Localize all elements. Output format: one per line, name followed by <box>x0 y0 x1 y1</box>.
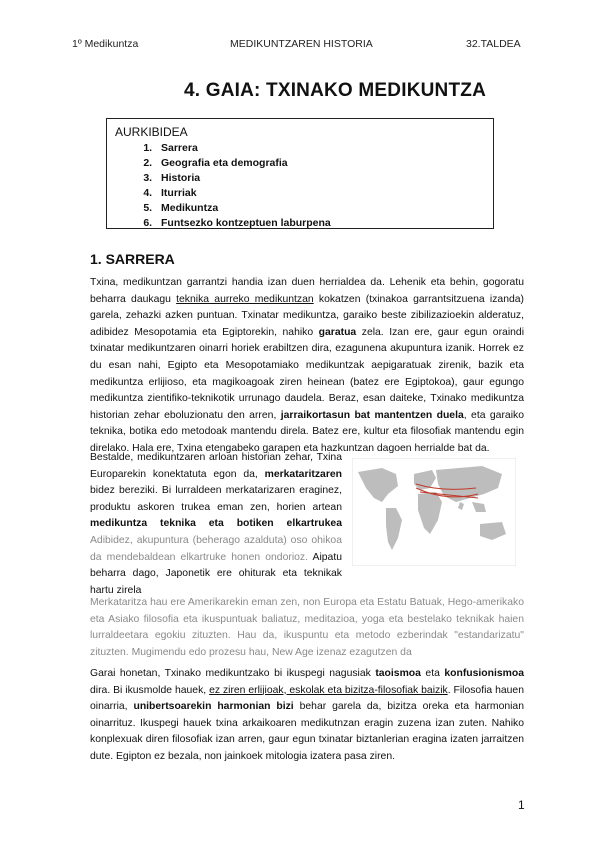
text: bidez bereziki. Bi lurraldeen merkatarizaren eraginez, produktu askoren trukea eman zen, horien artean <box>90 485 342 513</box>
text: Garai honetan, Txinako medikuntzako bi ikuspegi nagusiak <box>90 668 376 679</box>
toc-item: 3. Historia <box>155 171 485 186</box>
bold-text: konfusionismoa <box>444 668 525 679</box>
paragraph-trade <box>90 450 342 599</box>
section-heading: 1. SARRERA <box>90 251 175 267</box>
toc-list <box>115 141 485 231</box>
world-trade-route-map <box>352 458 516 566</box>
gray-text: Merkataritza hau ere Amerikarekin eman zen, non Europa eta Estatu Batuak, Hego-amerikako eta Asiako filosofia eta ikuspuntuak baliatuz, meditazioa, yoga eta bestelako teknikak haien lurraldeetara egokiu zituzten. Hau da, ikuspuntu eta metodo ezberindak "estandarizatu" zituzten. Mugimendu edo prozesu hau, New Age izenaz ezagutzen da <box>90 597 524 658</box>
underlined-text: ez ziren erlijioak, eskolak eta bizitza-filosofiak baizik <box>209 684 448 696</box>
bold-text: medikuntza teknika eta botiken elkartrukea <box>90 518 342 530</box>
underlined-text: teknika aurreko medikuntzan <box>176 293 314 305</box>
bold-text: merkataritzaren <box>264 468 342 480</box>
toc-item: 4. Iturriak <box>155 186 485 201</box>
page-title: 4. GAIA: TXINAKO MEDIKUNTZA <box>183 80 486 101</box>
page-number: 1 <box>518 798 525 812</box>
text: Aipatu beharra dago, Japonetik ere ohiturak eta teknikak hartu zirela <box>90 551 342 596</box>
bold-text: garatua <box>318 326 357 338</box>
toc-item: 2. Geografia eta demografia <box>155 156 485 171</box>
bold-text: jarraikortasun bat mantentzen duela <box>280 409 464 421</box>
text: kokatzen (txinakoa garrantsitzuena izanda) garela, zehazki azken puntuan. Txinatar medikuntza, garaiko beste zibilizazioekin alderatuz, adibidez Mesopotamia eta Egiptorekin, nahiko <box>90 293 524 338</box>
text: , eta garaiko teknika, botika edo metodoak mantendu direla. Batez ere, kultur eta filosofiak mantendu egin direlako. Hala ere, Txina etengabeko garapen eta hazkuntzan dagoen herrialde bat da. <box>90 409 524 454</box>
toc-item: 6. Funtsezko kontzeptuen laburpena <box>155 216 485 231</box>
text: Bestalde, medikuntzaren arloan historian zehar, Txina Europarekin konektatuta egon da, <box>90 452 342 480</box>
table-of-contents <box>106 118 494 229</box>
text: dira. Bi ikusmolde hauek, <box>90 684 210 696</box>
paragraph-new-age <box>90 595 524 661</box>
text: behar garela da, bizitza oreka eta harmonian oinarrituz. Ikuspegi hauek txina arkaikoaren medikutnzan eragin zuzena izan zuten. Nahiko konplexuak diren filosofiak izan arren, gaur egun txinatar biztanlerian eragina izaten jarraitzen dute. Egipton ez bezala, non jainkoek mitologia izatera pasa ziren. <box>90 701 524 762</box>
toc-item: 5. Medikuntza <box>155 201 485 216</box>
text: eta <box>420 668 445 679</box>
header-left: 1º Medikuntza <box>72 38 139 50</box>
bold-text: unibertsoarekin harmonian bizi <box>133 701 294 713</box>
text: . Filosofia hauen oinarria, <box>90 684 524 713</box>
text: zela. Izan ere, gaur egun oraindi txinatar medikuntzaren oinarri horiek erabiltzen dira, ezagunena akupuntura izanik. Horrek ez du esan nahi, Egipto eta Mesopotamiako medikuntzak aepigaratuak zirenik, bazik eta medikuntza erlijioso, eta magikoagoak ziren heinean (batez ere Egiptokoa), gaur egungo medikuntza zientifiko-teknikotik urrunago daudela. Beraz, esan daiteke, Txinako medikuntza historian zehar eboluzionatu den arren, <box>90 326 524 421</box>
paragraph-intro <box>90 275 524 458</box>
bold-text: taoismoa <box>375 668 421 679</box>
header-center: MEDIKUNTZAREN HISTORIA <box>230 38 373 50</box>
gray-text: Adibidez, akupuntura (beherago azalduta) oso ohikoa da mendebaldean elkartruke honen ondorioz. <box>90 534 342 563</box>
toc-item: 1. Sarrera <box>155 141 485 156</box>
paragraph-philosophy <box>90 666 524 766</box>
header-right: 32.TALDEA <box>466 38 521 50</box>
toc-heading: AURKIBIDEA <box>115 125 188 139</box>
text: Txina, medikuntzan garrantzi handia izan duen herrialdea da. Lehenik eta behin, gogoratu beharra daukagu <box>90 277 524 305</box>
